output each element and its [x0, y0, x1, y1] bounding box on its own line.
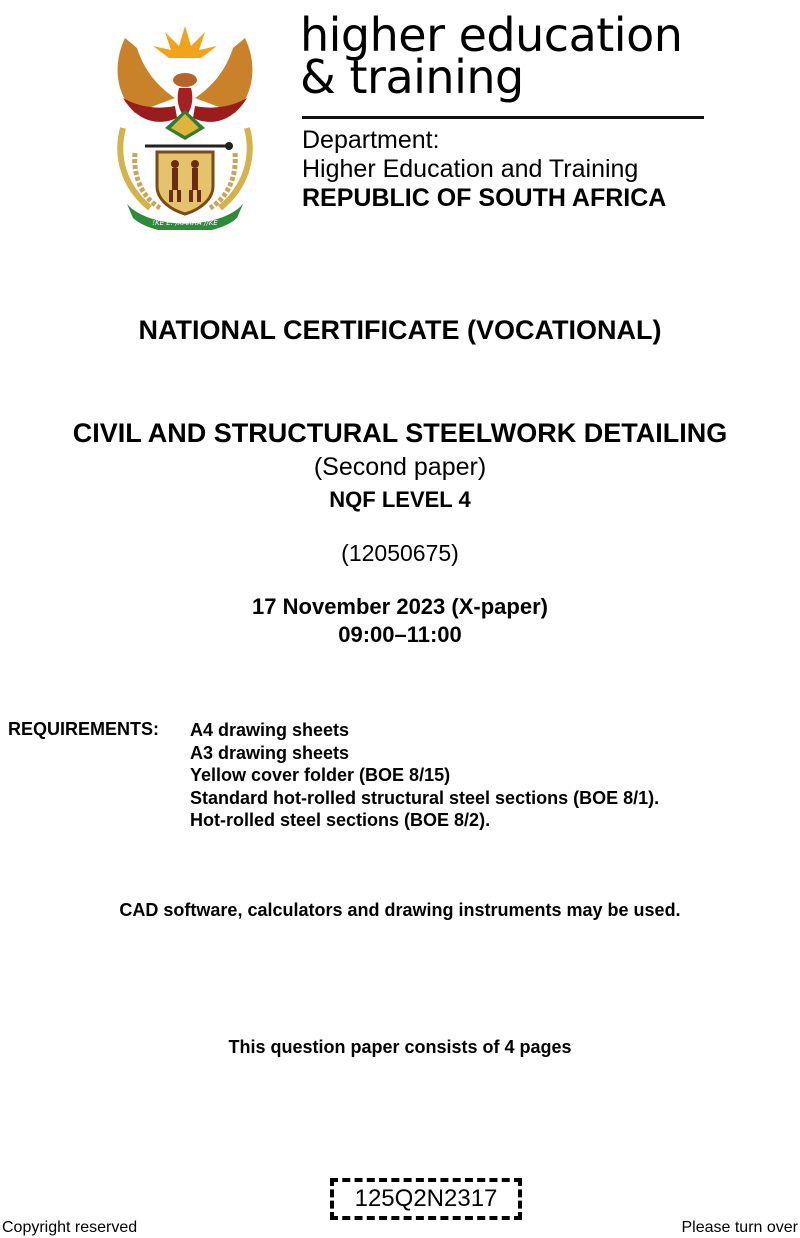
requirements-list [190, 719, 659, 832]
copyright-footer: Copyright reserved [2, 1219, 138, 1236]
subject-code: (12050675) [341, 540, 459, 566]
exam-time: 09:00–11:00 [338, 622, 462, 647]
coat-of-arms-logo [105, 18, 265, 230]
turn-over-footer: Please turn over [681, 1219, 798, 1236]
brand-wordmark [300, 8, 683, 104]
certificate-title: NATIONAL CERTIFICATE (VOCATIONAL) [138, 315, 662, 345]
exam-date-time [0, 593, 800, 649]
requirement-item: Hot-rolled steel sections (BOE 8/2). [190, 810, 491, 830]
dept-line-2: Higher Education and Training [302, 155, 639, 183]
requirement-item: A4 drawing sheets [190, 720, 350, 740]
brand-line-1: higher education [300, 8, 683, 62]
dept-line-1: Department: [302, 126, 440, 154]
paper-code-box: 125Q2N2317 [330, 1178, 522, 1220]
subject-title: CIVIL AND STRUCTURAL STEELWORK DETAILING [72, 418, 728, 448]
exam-date: 17 November 2023 (X-paper) [252, 594, 548, 619]
brand-divider [302, 116, 704, 119]
requirement-item: Standard hot-rolled structural steel sections (BOE 8/1). [190, 787, 660, 808]
coat-of-arms-icon [105, 18, 265, 230]
paper-number: (Second paper) [313, 453, 487, 481]
requirement-item: A3 drawing sheets [190, 742, 350, 763]
svg-text:!KE E: /XARRA //KE: !KE E: /XARRA //KE [152, 219, 218, 227]
dept-line-3: REPUBLIC OF SOUTH AFRICA [302, 184, 667, 212]
requirements-label: REQUIREMENTS: [8, 719, 160, 739]
department-name [302, 126, 666, 213]
page-count-note: This question paper consists of 4 pages [228, 1037, 572, 1057]
allowed-materials-note: CAD software, calculators and drawing instruments may be used. [119, 900, 681, 920]
brand-line-2: & training [300, 50, 524, 104]
requirement-item: Yellow cover folder (BOE 8/15) [190, 765, 451, 785]
nqf-level: NQF LEVEL 4 [329, 487, 471, 512]
